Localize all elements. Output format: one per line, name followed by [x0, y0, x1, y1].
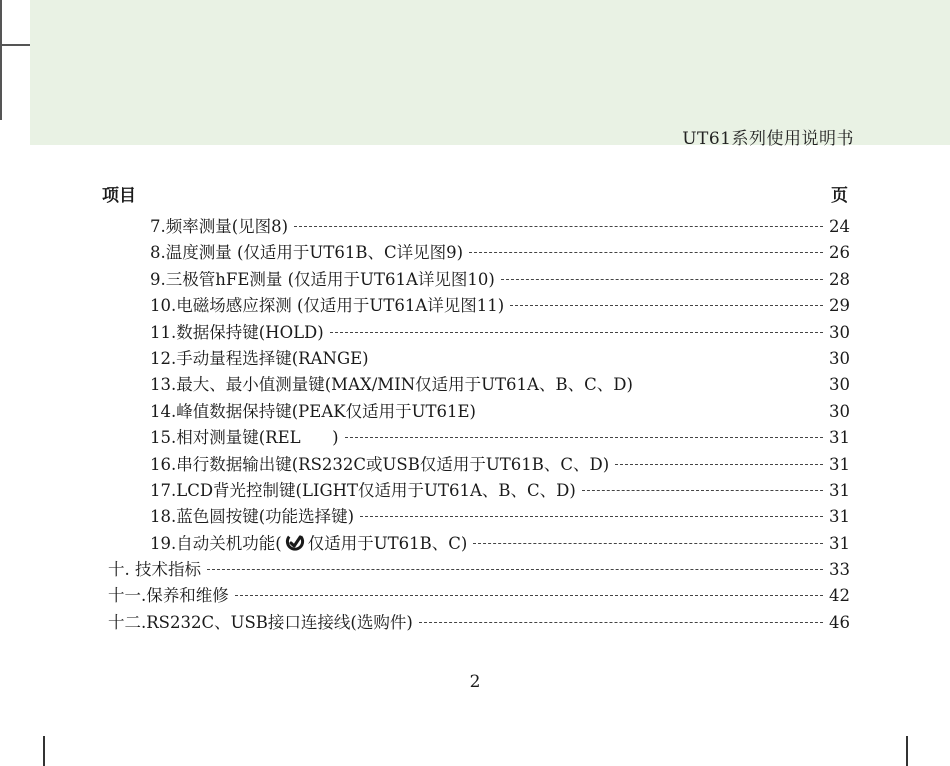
toc-entry-page: 31 — [829, 454, 850, 474]
dot-leader — [582, 490, 823, 491]
page-number: 2 — [469, 672, 481, 692]
toc-entry[interactable] — [108, 213, 850, 239]
toc-entry-label: 9.三极管hFE测量 (仅适用于UT61A详见图10) — [150, 269, 495, 289]
toc-entry-label: 16.串行数据输出键(RS232C或USB仅适用于UT61B、C、D) — [150, 454, 610, 474]
toc-entry-label: 18.蓝色圆按键(功能选择键) — [150, 507, 355, 527]
toc-entry[interactable] — [108, 266, 850, 292]
toc-entry-label-part: 19.自动关机功能( — [150, 533, 282, 553]
toc-entry-page: 31 — [829, 533, 850, 553]
toc-entry-page: 46 — [829, 612, 850, 632]
toc-entry-label: 8.温度测量 (仅适用于UT61B、C详见图9) — [150, 243, 464, 263]
toc-entry-page: 31 — [829, 428, 850, 448]
dot-leader — [330, 332, 823, 333]
toc-entry-label: 十二.RS232C、USB接口连接线(选购件) — [108, 612, 413, 632]
toc-entry[interactable] — [108, 239, 850, 265]
toc-entry-page: 30 — [829, 322, 850, 342]
document-title: UT61系列使用说明书 — [682, 129, 854, 149]
toc-entry-page: 24 — [829, 217, 850, 236]
crop-mark — [0, 44, 30, 46]
crop-mark — [0, 0, 2, 120]
toc-column-page: 页 — [831, 186, 848, 206]
toc-entry[interactable] — [108, 345, 850, 371]
dot-leader — [360, 516, 823, 517]
toc-entry-page: 29 — [829, 296, 850, 316]
dot-leader — [469, 252, 823, 253]
toc-column-item: 项目 — [102, 186, 136, 206]
toc-entry[interactable] — [108, 451, 850, 477]
toc-entry-label: 十一.保养和维修 — [108, 586, 229, 606]
toc-entry-page: 28 — [829, 269, 850, 289]
toc-entry[interactable] — [108, 371, 850, 397]
dot-leader — [235, 595, 823, 596]
toc-entry-label — [150, 530, 467, 554]
toc-entry[interactable] — [108, 503, 850, 529]
dot-leader — [615, 464, 823, 465]
toc-entry[interactable] — [108, 292, 850, 318]
toc-entry-label: 10.电磁场感应探测 (仅适用于UT61A详见图11) — [150, 296, 505, 316]
toc-entry[interactable] — [108, 582, 850, 608]
toc-entry-label-part: 仅适用于UT61B、C) — [307, 533, 468, 553]
toc-entry-page: 30 — [829, 375, 850, 395]
toc-entry-label: 14.峰值数据保持键(PEAK仅适用于UT61E) — [150, 401, 476, 421]
toc-entry[interactable] — [108, 424, 850, 450]
dot-leader — [419, 622, 823, 623]
toc-entry[interactable] — [108, 530, 850, 556]
auto-power-off-icon — [284, 532, 306, 552]
dot-leader — [207, 569, 823, 570]
toc-entry-label: 13.最大、最小值测量键(MAX/MIN仅适用于UT61A、B、C、D) — [150, 375, 633, 395]
toc-entry[interactable] — [108, 477, 850, 503]
toc-entry-page: 26 — [829, 243, 850, 263]
table-of-contents — [108, 213, 850, 635]
dot-leader — [345, 437, 823, 438]
toc-entry[interactable] — [108, 398, 850, 424]
dot-leader — [294, 226, 823, 227]
dot-leader — [501, 279, 823, 280]
toc-entry-label: 7.频率测量(见图8) — [150, 217, 289, 236]
toc-entry-label: 十. 技术指标 — [108, 560, 201, 580]
toc-entry-page: 33 — [829, 560, 850, 580]
toc-entry-page: 31 — [829, 480, 850, 500]
toc-entry[interactable] — [108, 556, 850, 582]
toc-entry-label: 15.相对测量键(REL ) — [150, 428, 339, 448]
toc-entry-page: 30 — [829, 348, 850, 368]
toc-entry-label: 17.LCD背光控制键(LIGHT仅适用于UT61A、B、C、D) — [150, 480, 576, 500]
toc-entry-page: 42 — [829, 586, 850, 606]
toc-entry[interactable] — [108, 319, 850, 345]
toc-entry-label: 11.数据保持键(HOLD) — [150, 322, 324, 342]
toc-entry[interactable] — [108, 609, 850, 635]
dot-leader — [473, 543, 823, 544]
crop-mark — [43, 736, 45, 766]
crop-mark — [906, 736, 908, 766]
toc-entry-label: 12.手动量程选择键(RANGE) — [150, 348, 369, 368]
toc-header — [102, 181, 848, 205]
toc-entry-page: 30 — [829, 401, 850, 421]
toc-entry-page: 31 — [829, 507, 850, 527]
dot-leader — [510, 305, 823, 306]
